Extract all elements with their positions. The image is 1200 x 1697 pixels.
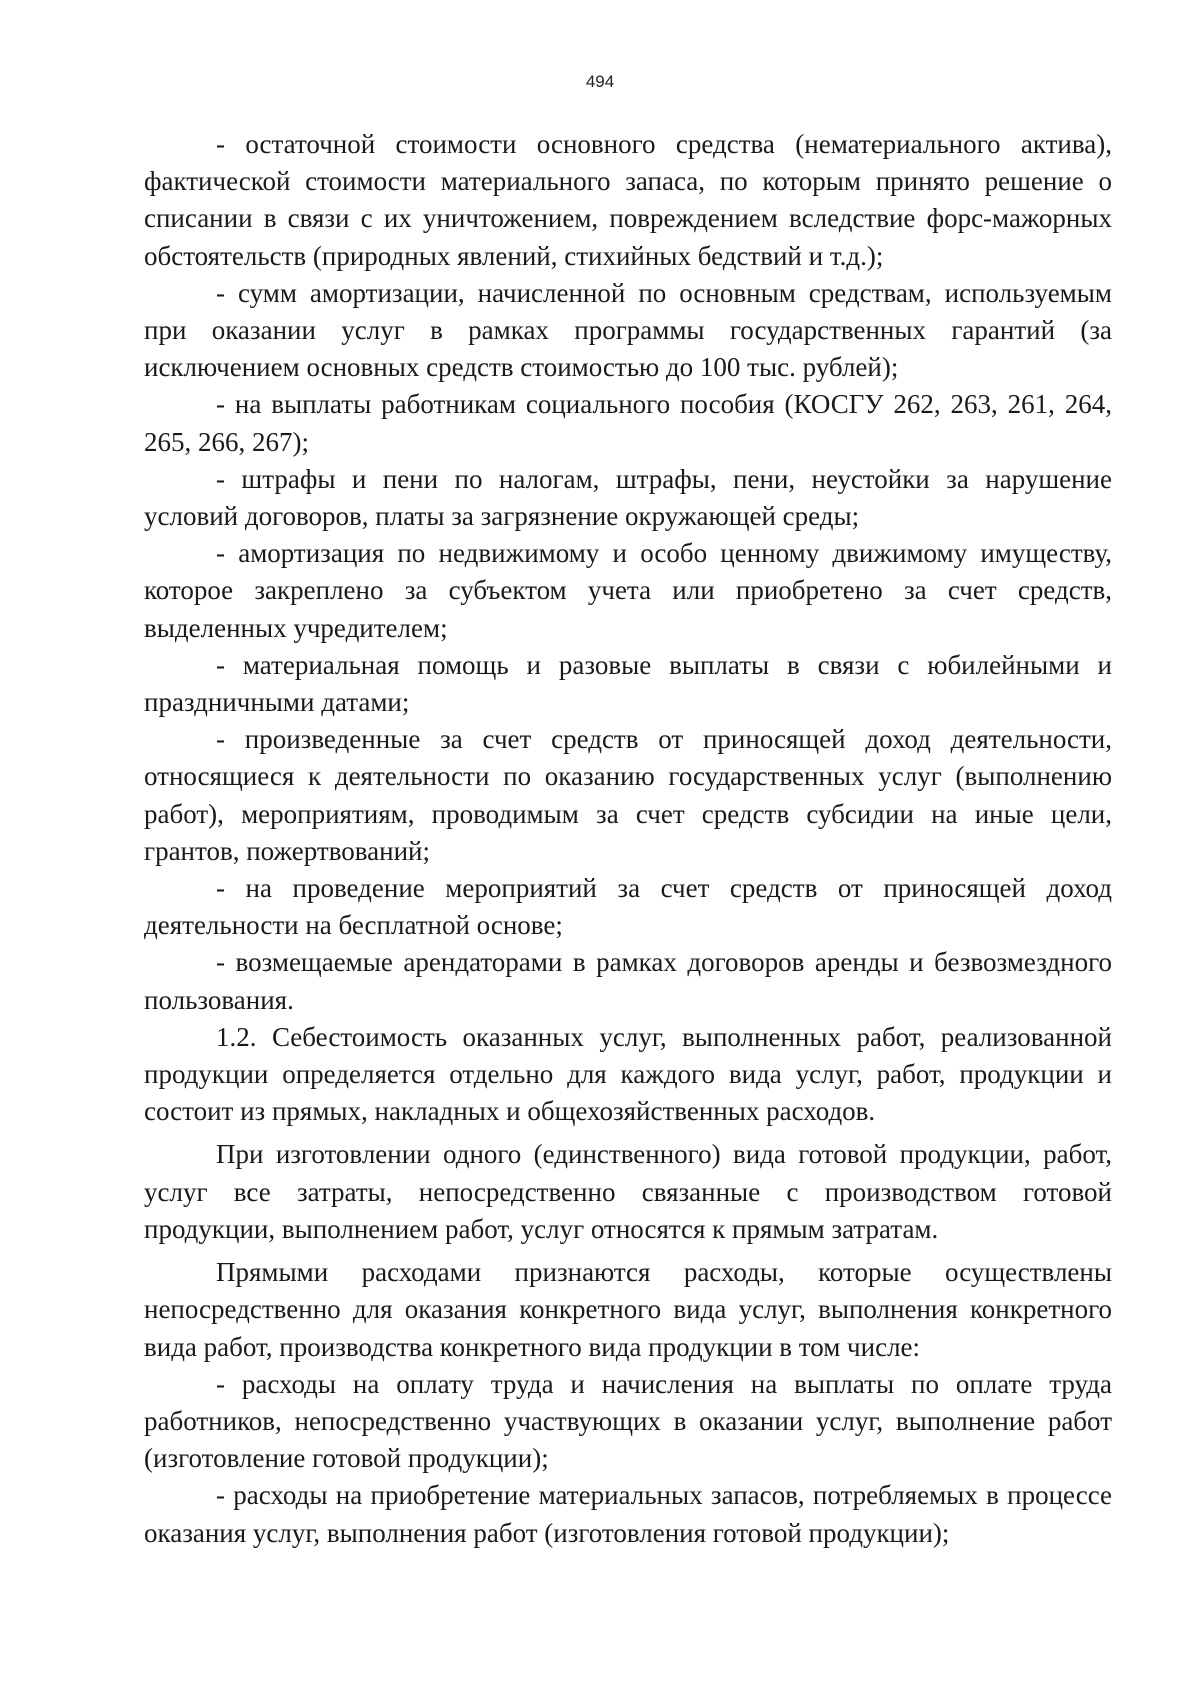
list-item-social-benefits: - на выплаты работникам социального пособия (КОСГУ 262, 263, 261, 264, 265, 266, 267); — [144, 389, 1112, 457]
list-item-depreciation-guarantees: - сумм амортизации, начисленной по основным средствам, используемым при оказании услуг в рамках программы государственных гарантий (за исключением основных средств стоимостью до 100 тыс. рублей); — [144, 277, 1112, 383]
list-item-labor-costs: - расходы на оплату труда и начисления на выплаты по оплате труда работников, непосредственно участвующих в оказании услуг, выполнение работ (изготовление готовой продукции); — [144, 1368, 1112, 1474]
list-item-free-events: - на проведение мероприятий за счет средств от приносящей доход деятельности на бесплатной основе; — [144, 873, 1112, 941]
document-body — [144, 126, 1112, 1552]
list-item-lease-reimbursement: - возмещаемые арендаторами в рамках договоров аренды и безвозмездного пользования. — [144, 947, 1112, 1015]
page-number: 494 — [585, 72, 615, 91]
list-item-residual-value: - остаточной стоимости основного средства (нематериального актива), фактической стоимости материального запаса, по которым принято решение о списании в связи с их уничтожением, повреждением вследствие форс-мажорных обстоятельств (природных явлений, стихийных бедствий и т.д.); — [144, 129, 1112, 271]
list-item-income-activity-costs: - произведенные за счет средств от приносящей доход деятельности, относящиеся к деятельности по оказанию государственных услуг (выполнению работ), мероприятиям, проводимым за счет средств субсидии на иные цели, грантов, пожертвований; — [144, 724, 1112, 866]
list-item-fines-penalties: - штрафы и пени по налогам, штрафы, пени, неустойки за нарушение условий договоров, платы за загрязнение окружающей среды; — [144, 463, 1112, 532]
list-item-depreciation-property: - амортизация по недвижимому и особо ценному движимому имуществу, которое закреплено за субъектом учета или приобретено за счет средств, выделенных учредителем; — [144, 538, 1112, 643]
section-1-2-cost-definition: 1.2. Себестоимость оказанных услуг, выполненных работ, реализованной продукции определяется отдельно для каждого вида услуг, работ, продукции и состоит из прямых, накладных и общехозяйственных расходов. — [144, 1021, 1112, 1127]
paragraph-single-product: При изготовлении одного (единственного) вида готовой продукции, работ, услуг все затраты, непосредственно связанные с производством готовой продукции, выполнением работ, услуг относятся к прямым затратам. — [144, 1139, 1112, 1244]
list-item-material-aid: - материальная помощь и разовые выплаты в связи с юбилейными и праздничными датами; — [144, 649, 1112, 718]
paragraph-direct-costs: Прямыми расходами признаются расходы, которые осуществлены непосредственно для оказания конкретного вида услуг, выполнения конкретного вида работ, производства конкретного вида продукции в том числе: — [144, 1257, 1112, 1362]
list-item-materials-costs: - расходы на приобретение материальных запасов, потребляемых в процессе оказания услуг, выполнения работ (изготовления готовой продукции); — [144, 1480, 1112, 1548]
